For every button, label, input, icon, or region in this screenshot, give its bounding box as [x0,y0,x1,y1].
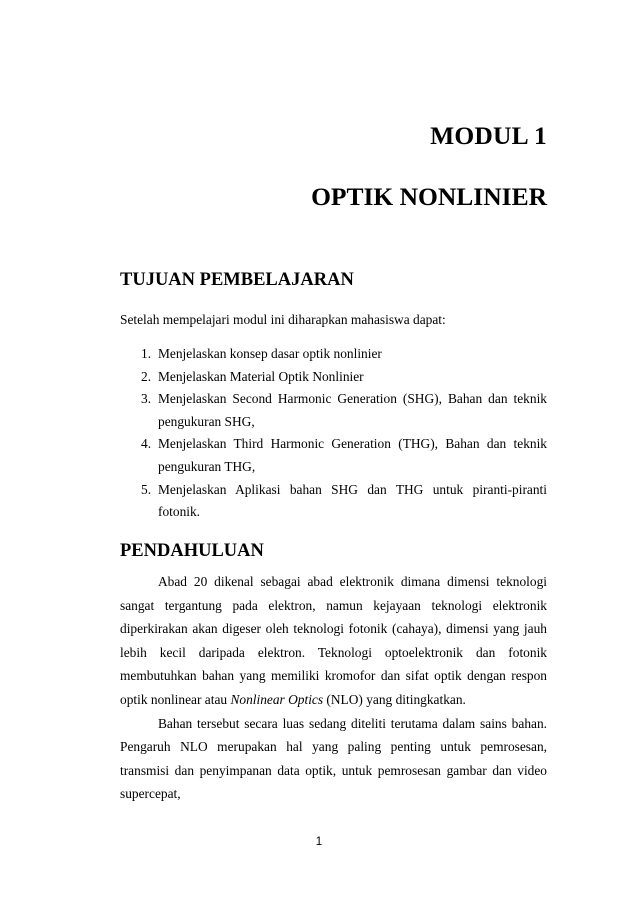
introduction-paragraph-1 [120,570,547,712]
italic-term: Nonlinear Optics [230,691,324,707]
module-number: MODUL 1 [430,121,547,150]
list-item-number: 1. [141,346,152,361]
list-item-text: Menjelaskan Material Optik Nonlinier [158,368,364,384]
list-item-text: Menjelaskan konsep dasar optik nonlinier [158,346,382,361]
introduction-heading: PENDAHULUAN [120,541,264,561]
paragraph-text: (NLO) yang ditingkatkan. [323,691,466,707]
list-item [120,366,547,389]
introduction-body [120,570,547,806]
list-item [120,479,547,524]
list-item [120,433,547,478]
objectives-list [120,343,547,524]
list-item-text: Menjelaskan Second Harmonic Generation (SHG), Bahan dan teknik pengukuran SHG, [158,391,547,429]
paragraph-text: Abad 20 dikenal sebagai abad elektronik dimana dimensi teknologi sangat tergantung pada elektron, namun kejayaan teknologi elektronik diperkirakan akan digeser oleh teknologi fotonik (cahaya), dimensi yang jauh lebih kecil daripada elektron. Teknologi optoelektronik dan fotonik membutuhkan bahan yang memiliki kromofor dan sifat optik dengan respon optik nonlinear atau [120,574,547,707]
list-item-text: Menjelaskan Third Harmonic Generation (THG), Bahan dan teknik pengukuran THG, [158,436,547,474]
list-item-number: 2. [141,368,152,384]
page-number: 1 [315,836,323,848]
introduction-paragraph-2: Bahan tersebut secara luas sedang diteliti terutama dalam sains bahan. Pengaruh NLO merupakan hal yang paling penting untuk pemrosesan, transmisi dan penyimpanan data optik, untuk pemrosesan gambar dan video supercepat, [120,715,547,802]
list-item-text: Menjelaskan Aplikasi bahan SHG dan THG untuk piranti-piranti fotonik. [158,481,547,520]
objectives-heading: TUJUAN PEMBELAJARAN [120,270,354,290]
list-item-number: 3. [141,391,152,407]
module-title: OPTIK NONLINIER [311,182,547,211]
list-item [120,388,547,433]
list-item-number: 5. [141,481,152,497]
list-item-number: 4. [141,436,152,452]
list-item [120,343,547,366]
objectives-intro: Setelah mempelajari modul ini diharapkan mahasiswa dapat: [120,312,446,327]
